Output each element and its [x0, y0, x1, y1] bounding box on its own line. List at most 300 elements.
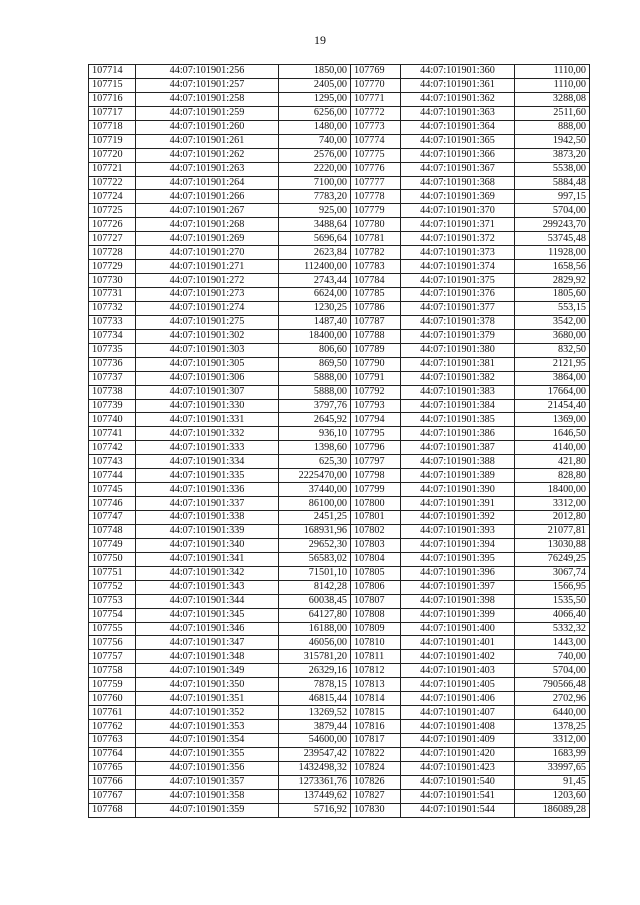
cadastral-value-cell: 26329,16 — [279, 664, 351, 678]
record-number-cell: 107749 — [89, 538, 136, 552]
cadastral-value-cell: 13030,88 — [515, 538, 590, 552]
cadastral-number-cell: 44:07:101901:388 — [401, 455, 515, 469]
cadastral-number-cell: 44:07:101901:420 — [401, 747, 515, 761]
record-number-cell: 107738 — [89, 385, 136, 399]
table-row — [351, 608, 590, 622]
table-row — [351, 260, 590, 274]
cadastral-value-cell: 71501,10 — [279, 566, 351, 580]
record-number-cell: 107746 — [89, 497, 136, 511]
table-row — [351, 413, 590, 427]
cadastral-number-cell: 44:07:101901:369 — [401, 190, 515, 204]
record-number-cell: 107766 — [89, 775, 136, 789]
cadastral-value-cell: 60038,45 — [279, 594, 351, 608]
cadastral-value-cell: 5884,48 — [515, 176, 590, 190]
table-row — [89, 803, 351, 817]
cadastral-value-cell: 2405,00 — [279, 78, 351, 92]
cadastral-number-cell: 44:07:101901:303 — [136, 343, 279, 357]
record-number-cell: 107784 — [351, 274, 401, 288]
cadastral-number-cell: 44:07:101901:306 — [136, 371, 279, 385]
cadastral-number-cell: 44:07:101901:342 — [136, 566, 279, 580]
table-row — [351, 497, 590, 511]
cadastral-number-cell: 44:07:101901:355 — [136, 747, 279, 761]
cadastral-number-cell: 44:07:101901:332 — [136, 427, 279, 441]
table-row — [351, 106, 590, 120]
table-row — [351, 734, 590, 748]
cadastral-number-cell: 44:07:101901:395 — [401, 552, 515, 566]
cadastral-value-cell: 186089,28 — [515, 803, 590, 817]
record-number-cell: 107768 — [89, 803, 136, 817]
record-number-cell: 107816 — [351, 720, 401, 734]
record-number-cell: 107772 — [351, 106, 401, 120]
table-row — [351, 427, 590, 441]
cadastral-number-cell: 44:07:101901:346 — [136, 622, 279, 636]
table-row — [89, 371, 351, 385]
record-number-cell: 107737 — [89, 371, 136, 385]
table-row — [351, 455, 590, 469]
cadastral-value-cell: 5716,92 — [279, 803, 351, 817]
cadastral-value-cell: 46815,44 — [279, 692, 351, 706]
cadastral-value-cell: 315781,20 — [279, 650, 351, 664]
cadastral-value-cell: 740,00 — [515, 650, 590, 664]
record-number-cell: 107733 — [89, 315, 136, 329]
cadastral-number-cell: 44:07:101901:368 — [401, 176, 515, 190]
cadastral-value-cell: 3288,08 — [515, 92, 590, 106]
cadastral-number-cell: 44:07:101901:362 — [401, 92, 515, 106]
cadastral-number-cell: 44:07:101901:357 — [136, 775, 279, 789]
cadastral-value-cell: 1942,50 — [515, 134, 590, 148]
record-number-cell: 107788 — [351, 329, 401, 343]
table-row — [351, 343, 590, 357]
record-number-cell: 107757 — [89, 650, 136, 664]
cadastral-number-cell: 44:07:101901:384 — [401, 399, 515, 413]
cadastral-value-cell: 37440,00 — [279, 483, 351, 497]
record-number-cell: 107739 — [89, 399, 136, 413]
cadastral-number-cell: 44:07:101901:270 — [136, 246, 279, 260]
cadastral-value-cell: 1658,56 — [515, 260, 590, 274]
cadastral-number-cell: 44:07:101901:403 — [401, 664, 515, 678]
cadastral-number-cell: 44:07:101901:376 — [401, 288, 515, 302]
record-number-cell: 107760 — [89, 692, 136, 706]
cadastral-value-cell: 1378,25 — [515, 720, 590, 734]
cadastral-value-cell: 18400,00 — [279, 329, 351, 343]
cadastral-value-cell: 11928,00 — [515, 246, 590, 260]
cadastral-number-cell: 44:07:101901:392 — [401, 511, 515, 525]
cadastral-value-cell: 2012,80 — [515, 511, 590, 525]
cadastral-value-cell: 2121,95 — [515, 357, 590, 371]
record-number-cell: 107756 — [89, 636, 136, 650]
cadastral-number-cell: 44:07:101901:378 — [401, 315, 515, 329]
cadastral-number-cell: 44:07:101901:262 — [136, 148, 279, 162]
cadastral-value-cell: 6256,00 — [279, 106, 351, 120]
record-number-cell: 107762 — [89, 720, 136, 734]
record-number-cell: 107767 — [89, 789, 136, 803]
table-row — [89, 594, 351, 608]
record-number-cell: 107824 — [351, 761, 401, 775]
table-row — [89, 246, 351, 260]
record-number-cell: 107793 — [351, 399, 401, 413]
table-row — [351, 469, 590, 483]
record-number-cell: 107729 — [89, 260, 136, 274]
cadastral-value-cell: 1487,40 — [279, 315, 351, 329]
registry-table-left — [88, 64, 351, 818]
cadastral-value-cell: 925,00 — [279, 204, 351, 218]
cadastral-number-cell: 44:07:101901:307 — [136, 385, 279, 399]
record-number-cell: 107826 — [351, 775, 401, 789]
cadastral-number-cell: 44:07:101901:263 — [136, 162, 279, 176]
record-number-cell: 107807 — [351, 594, 401, 608]
table-row — [89, 706, 351, 720]
cadastral-number-cell: 44:07:101901:386 — [401, 427, 515, 441]
record-number-cell: 107817 — [351, 734, 401, 748]
cadastral-value-cell: 1566,95 — [515, 580, 590, 594]
cadastral-number-cell: 44:07:101901:389 — [401, 469, 515, 483]
cadastral-value-cell: 3312,00 — [515, 734, 590, 748]
cadastral-value-cell: 3067,74 — [515, 566, 590, 580]
cadastral-number-cell: 44:07:101901:267 — [136, 204, 279, 218]
record-number-cell: 107803 — [351, 538, 401, 552]
table-row — [89, 524, 351, 538]
cadastral-value-cell: 239547,42 — [279, 747, 351, 761]
cadastral-value-cell: 832,50 — [515, 343, 590, 357]
cadastral-number-cell: 44:07:101901:339 — [136, 524, 279, 538]
record-number-cell: 107815 — [351, 706, 401, 720]
cadastral-value-cell: 1369,00 — [515, 413, 590, 427]
cadastral-number-cell: 44:07:101901:375 — [401, 274, 515, 288]
table-row — [351, 162, 590, 176]
table-row — [351, 594, 590, 608]
table-row — [89, 483, 351, 497]
record-number-cell: 107735 — [89, 343, 136, 357]
cadastral-value-cell: 76249,25 — [515, 552, 590, 566]
cadastral-value-cell: 2576,00 — [279, 148, 351, 162]
cadastral-number-cell: 44:07:101901:399 — [401, 608, 515, 622]
table-row — [351, 580, 590, 594]
cadastral-number-cell: 44:07:101901:259 — [136, 106, 279, 120]
cadastral-number-cell: 44:07:101901:344 — [136, 594, 279, 608]
cadastral-number-cell: 44:07:101901:366 — [401, 148, 515, 162]
table-row — [89, 608, 351, 622]
record-number-cell: 107785 — [351, 288, 401, 302]
cadastral-value-cell: 2225470,00 — [279, 469, 351, 483]
cadastral-number-cell: 44:07:101901:256 — [136, 65, 279, 79]
cadastral-number-cell: 44:07:101901:341 — [136, 552, 279, 566]
table-row — [351, 650, 590, 664]
cadastral-number-cell: 44:07:101901:336 — [136, 483, 279, 497]
cadastral-value-cell: 299243,70 — [515, 218, 590, 232]
cadastral-value-cell: 16188,00 — [279, 622, 351, 636]
record-number-cell: 107719 — [89, 134, 136, 148]
record-number-cell: 107763 — [89, 734, 136, 748]
record-number-cell: 107791 — [351, 371, 401, 385]
table-row — [89, 538, 351, 552]
record-number-cell: 107797 — [351, 455, 401, 469]
record-number-cell: 107779 — [351, 204, 401, 218]
table-row — [89, 775, 351, 789]
record-number-cell: 107714 — [89, 65, 136, 79]
record-number-cell: 107799 — [351, 483, 401, 497]
table-row — [351, 315, 590, 329]
cadastral-value-cell: 1203,60 — [515, 789, 590, 803]
cadastral-number-cell: 44:07:101901:333 — [136, 441, 279, 455]
cadastral-number-cell: 44:07:101901:356 — [136, 761, 279, 775]
table-row — [89, 580, 351, 594]
cadastral-value-cell: 18400,00 — [515, 483, 590, 497]
record-number-cell: 107758 — [89, 664, 136, 678]
table-row — [89, 301, 351, 315]
record-number-cell: 107786 — [351, 301, 401, 315]
table-row — [89, 692, 351, 706]
cadastral-number-cell: 44:07:101901:365 — [401, 134, 515, 148]
record-number-cell: 107830 — [351, 803, 401, 817]
record-number-cell: 107806 — [351, 580, 401, 594]
record-number-cell: 107754 — [89, 608, 136, 622]
table-row — [89, 162, 351, 176]
record-number-cell: 107715 — [89, 78, 136, 92]
table-row — [89, 747, 351, 761]
cadastral-value-cell: 1230,25 — [279, 301, 351, 315]
record-number-cell: 107731 — [89, 288, 136, 302]
cadastral-value-cell: 1683,99 — [515, 747, 590, 761]
record-number-cell: 107770 — [351, 78, 401, 92]
table-row — [351, 747, 590, 761]
cadastral-value-cell: 4140,00 — [515, 441, 590, 455]
table-row — [89, 65, 351, 79]
cadastral-value-cell: 1535,50 — [515, 594, 590, 608]
cadastral-number-cell: 44:07:101901:261 — [136, 134, 279, 148]
cadastral-number-cell: 44:07:101901:360 — [401, 65, 515, 79]
record-number-cell: 107759 — [89, 678, 136, 692]
cadastral-value-cell: 1850,00 — [279, 65, 351, 79]
table-row — [89, 399, 351, 413]
cadastral-number-cell: 44:07:101901:343 — [136, 580, 279, 594]
cadastral-number-cell: 44:07:101901:407 — [401, 706, 515, 720]
record-number-cell: 107789 — [351, 343, 401, 357]
cadastral-value-cell: 5888,00 — [279, 385, 351, 399]
cadastral-value-cell: 3873,20 — [515, 148, 590, 162]
cadastral-value-cell: 1646,50 — [515, 427, 590, 441]
cadastral-number-cell: 44:07:101901:373 — [401, 246, 515, 260]
cadastral-number-cell: 44:07:101901:544 — [401, 803, 515, 817]
table-row — [89, 497, 351, 511]
cadastral-number-cell: 44:07:101901:330 — [136, 399, 279, 413]
cadastral-number-cell: 44:07:101901:257 — [136, 78, 279, 92]
record-number-cell: 107740 — [89, 413, 136, 427]
table-row — [351, 775, 590, 789]
table-row — [89, 120, 351, 134]
cadastral-number-cell: 44:07:101901:268 — [136, 218, 279, 232]
cadastral-value-cell: 553,15 — [515, 301, 590, 315]
record-number-cell: 107804 — [351, 552, 401, 566]
record-number-cell: 107778 — [351, 190, 401, 204]
cadastral-number-cell: 44:07:101901:400 — [401, 622, 515, 636]
cadastral-number-cell: 44:07:101901:331 — [136, 413, 279, 427]
table-row — [351, 288, 590, 302]
cadastral-value-cell: 168931,96 — [279, 524, 351, 538]
record-number-cell: 107748 — [89, 524, 136, 538]
table-row — [89, 385, 351, 399]
record-number-cell: 107736 — [89, 357, 136, 371]
cadastral-value-cell: 7783,20 — [279, 190, 351, 204]
cadastral-number-cell: 44:07:101901:274 — [136, 301, 279, 315]
table-row — [89, 720, 351, 734]
cadastral-number-cell: 44:07:101901:398 — [401, 594, 515, 608]
record-number-cell: 107765 — [89, 761, 136, 775]
record-number-cell: 107777 — [351, 176, 401, 190]
table-row — [351, 92, 590, 106]
table-row — [351, 566, 590, 580]
cadastral-number-cell: 44:07:101901:334 — [136, 455, 279, 469]
cadastral-value-cell: 3312,00 — [515, 497, 590, 511]
table-row — [89, 134, 351, 148]
cadastral-value-cell: 64127,80 — [279, 608, 351, 622]
record-number-cell: 107787 — [351, 315, 401, 329]
cadastral-number-cell: 44:07:101901:271 — [136, 260, 279, 274]
cadastral-number-cell: 44:07:101901:385 — [401, 413, 515, 427]
table-row — [351, 329, 590, 343]
cadastral-number-cell: 44:07:101901:541 — [401, 789, 515, 803]
record-number-cell: 107781 — [351, 232, 401, 246]
record-number-cell: 107769 — [351, 65, 401, 79]
table-row — [351, 664, 590, 678]
record-number-cell: 107810 — [351, 636, 401, 650]
cadastral-value-cell: 86100,00 — [279, 497, 351, 511]
record-number-cell: 107775 — [351, 148, 401, 162]
cadastral-value-cell: 53745,48 — [515, 232, 590, 246]
cadastral-number-cell: 44:07:101901:408 — [401, 720, 515, 734]
cadastral-value-cell: 56583,02 — [279, 552, 351, 566]
record-number-cell: 107774 — [351, 134, 401, 148]
table-row — [351, 204, 590, 218]
record-number-cell: 107747 — [89, 511, 136, 525]
record-number-cell: 107718 — [89, 120, 136, 134]
record-number-cell: 107773 — [351, 120, 401, 134]
cadastral-number-cell: 44:07:101901:540 — [401, 775, 515, 789]
table-row — [89, 469, 351, 483]
cadastral-number-cell: 44:07:101901:387 — [401, 441, 515, 455]
record-number-cell: 107808 — [351, 608, 401, 622]
table-row — [89, 218, 351, 232]
cadastral-number-cell: 44:07:101901:377 — [401, 301, 515, 315]
record-number-cell: 107717 — [89, 106, 136, 120]
table-row — [89, 274, 351, 288]
cadastral-number-cell: 44:07:101901:275 — [136, 315, 279, 329]
cadastral-number-cell: 44:07:101901:374 — [401, 260, 515, 274]
table-row — [351, 399, 590, 413]
cadastral-value-cell: 46056,00 — [279, 636, 351, 650]
table-row — [351, 371, 590, 385]
cadastral-number-cell: 44:07:101901:353 — [136, 720, 279, 734]
record-number-cell: 107724 — [89, 190, 136, 204]
cadastral-value-cell: 997,15 — [515, 190, 590, 204]
cadastral-value-cell: 3542,00 — [515, 315, 590, 329]
table-row — [351, 720, 590, 734]
cadastral-value-cell: 1273361,76 — [279, 775, 351, 789]
cadastral-value-cell: 888,00 — [515, 120, 590, 134]
record-number-cell: 107761 — [89, 706, 136, 720]
record-number-cell: 107741 — [89, 427, 136, 441]
table-row — [351, 761, 590, 775]
table-row — [89, 511, 351, 525]
record-number-cell: 107794 — [351, 413, 401, 427]
table-row — [351, 706, 590, 720]
cadastral-value-cell: 3488,64 — [279, 218, 351, 232]
cadastral-number-cell: 44:07:101901:264 — [136, 176, 279, 190]
table-row — [351, 552, 590, 566]
cadastral-value-cell: 1480,00 — [279, 120, 351, 134]
cadastral-number-cell: 44:07:101901:383 — [401, 385, 515, 399]
cadastral-number-cell: 44:07:101901:269 — [136, 232, 279, 246]
cadastral-number-cell: 44:07:101901:402 — [401, 650, 515, 664]
cadastral-number-cell: 44:07:101901:364 — [401, 120, 515, 134]
cadastral-value-cell: 112400,00 — [279, 260, 351, 274]
table-row — [89, 106, 351, 120]
cadastral-value-cell: 5696,64 — [279, 232, 351, 246]
cadastral-value-cell: 2743,44 — [279, 274, 351, 288]
cadastral-value-cell: 2511,60 — [515, 106, 590, 120]
cadastral-value-cell: 4066,40 — [515, 608, 590, 622]
table-row — [351, 232, 590, 246]
cadastral-number-cell: 44:07:101901:371 — [401, 218, 515, 232]
cadastral-number-cell: 44:07:101901:390 — [401, 483, 515, 497]
table-row — [89, 455, 351, 469]
record-number-cell: 107798 — [351, 469, 401, 483]
cadastral-value-cell: 790566,48 — [515, 678, 590, 692]
cadastral-number-cell: 44:07:101901:363 — [401, 106, 515, 120]
table-row — [351, 120, 590, 134]
record-number-cell: 107783 — [351, 260, 401, 274]
cadastral-value-cell: 91,45 — [515, 775, 590, 789]
record-number-cell: 107742 — [89, 441, 136, 455]
record-number-cell: 107782 — [351, 246, 401, 260]
cadastral-number-cell: 44:07:101901:359 — [136, 803, 279, 817]
cadastral-number-cell: 44:07:101901:394 — [401, 538, 515, 552]
table-row — [89, 678, 351, 692]
registry-table-right — [350, 64, 590, 818]
cadastral-number-cell: 44:07:101901:361 — [401, 78, 515, 92]
cadastral-number-cell: 44:07:101901:358 — [136, 789, 279, 803]
cadastral-number-cell: 44:07:101901:338 — [136, 511, 279, 525]
record-number-cell: 107730 — [89, 274, 136, 288]
cadastral-value-cell: 3680,00 — [515, 329, 590, 343]
cadastral-number-cell: 44:07:101901:345 — [136, 608, 279, 622]
record-number-cell: 107722 — [89, 176, 136, 190]
table-row — [89, 176, 351, 190]
cadastral-number-cell: 44:07:101901:406 — [401, 692, 515, 706]
cadastral-value-cell: 7100,00 — [279, 176, 351, 190]
table-row — [351, 692, 590, 706]
table-row — [351, 803, 590, 817]
record-number-cell: 107827 — [351, 789, 401, 803]
table-row — [89, 552, 351, 566]
cadastral-value-cell: 421,80 — [515, 455, 590, 469]
table-row — [89, 204, 351, 218]
table-row — [89, 441, 351, 455]
cadastral-number-cell: 44:07:101901:380 — [401, 343, 515, 357]
record-number-cell: 107811 — [351, 650, 401, 664]
table-row — [89, 566, 351, 580]
record-number-cell: 107796 — [351, 441, 401, 455]
table-row — [351, 789, 590, 803]
cadastral-number-cell: 44:07:101901:305 — [136, 357, 279, 371]
table-row — [89, 413, 351, 427]
table-row — [351, 524, 590, 538]
record-number-cell: 107771 — [351, 92, 401, 106]
cadastral-value-cell: 1398,60 — [279, 441, 351, 455]
record-number-cell: 107814 — [351, 692, 401, 706]
cadastral-number-cell: 44:07:101901:381 — [401, 357, 515, 371]
table-row — [89, 190, 351, 204]
cadastral-value-cell: 625,30 — [279, 455, 351, 469]
